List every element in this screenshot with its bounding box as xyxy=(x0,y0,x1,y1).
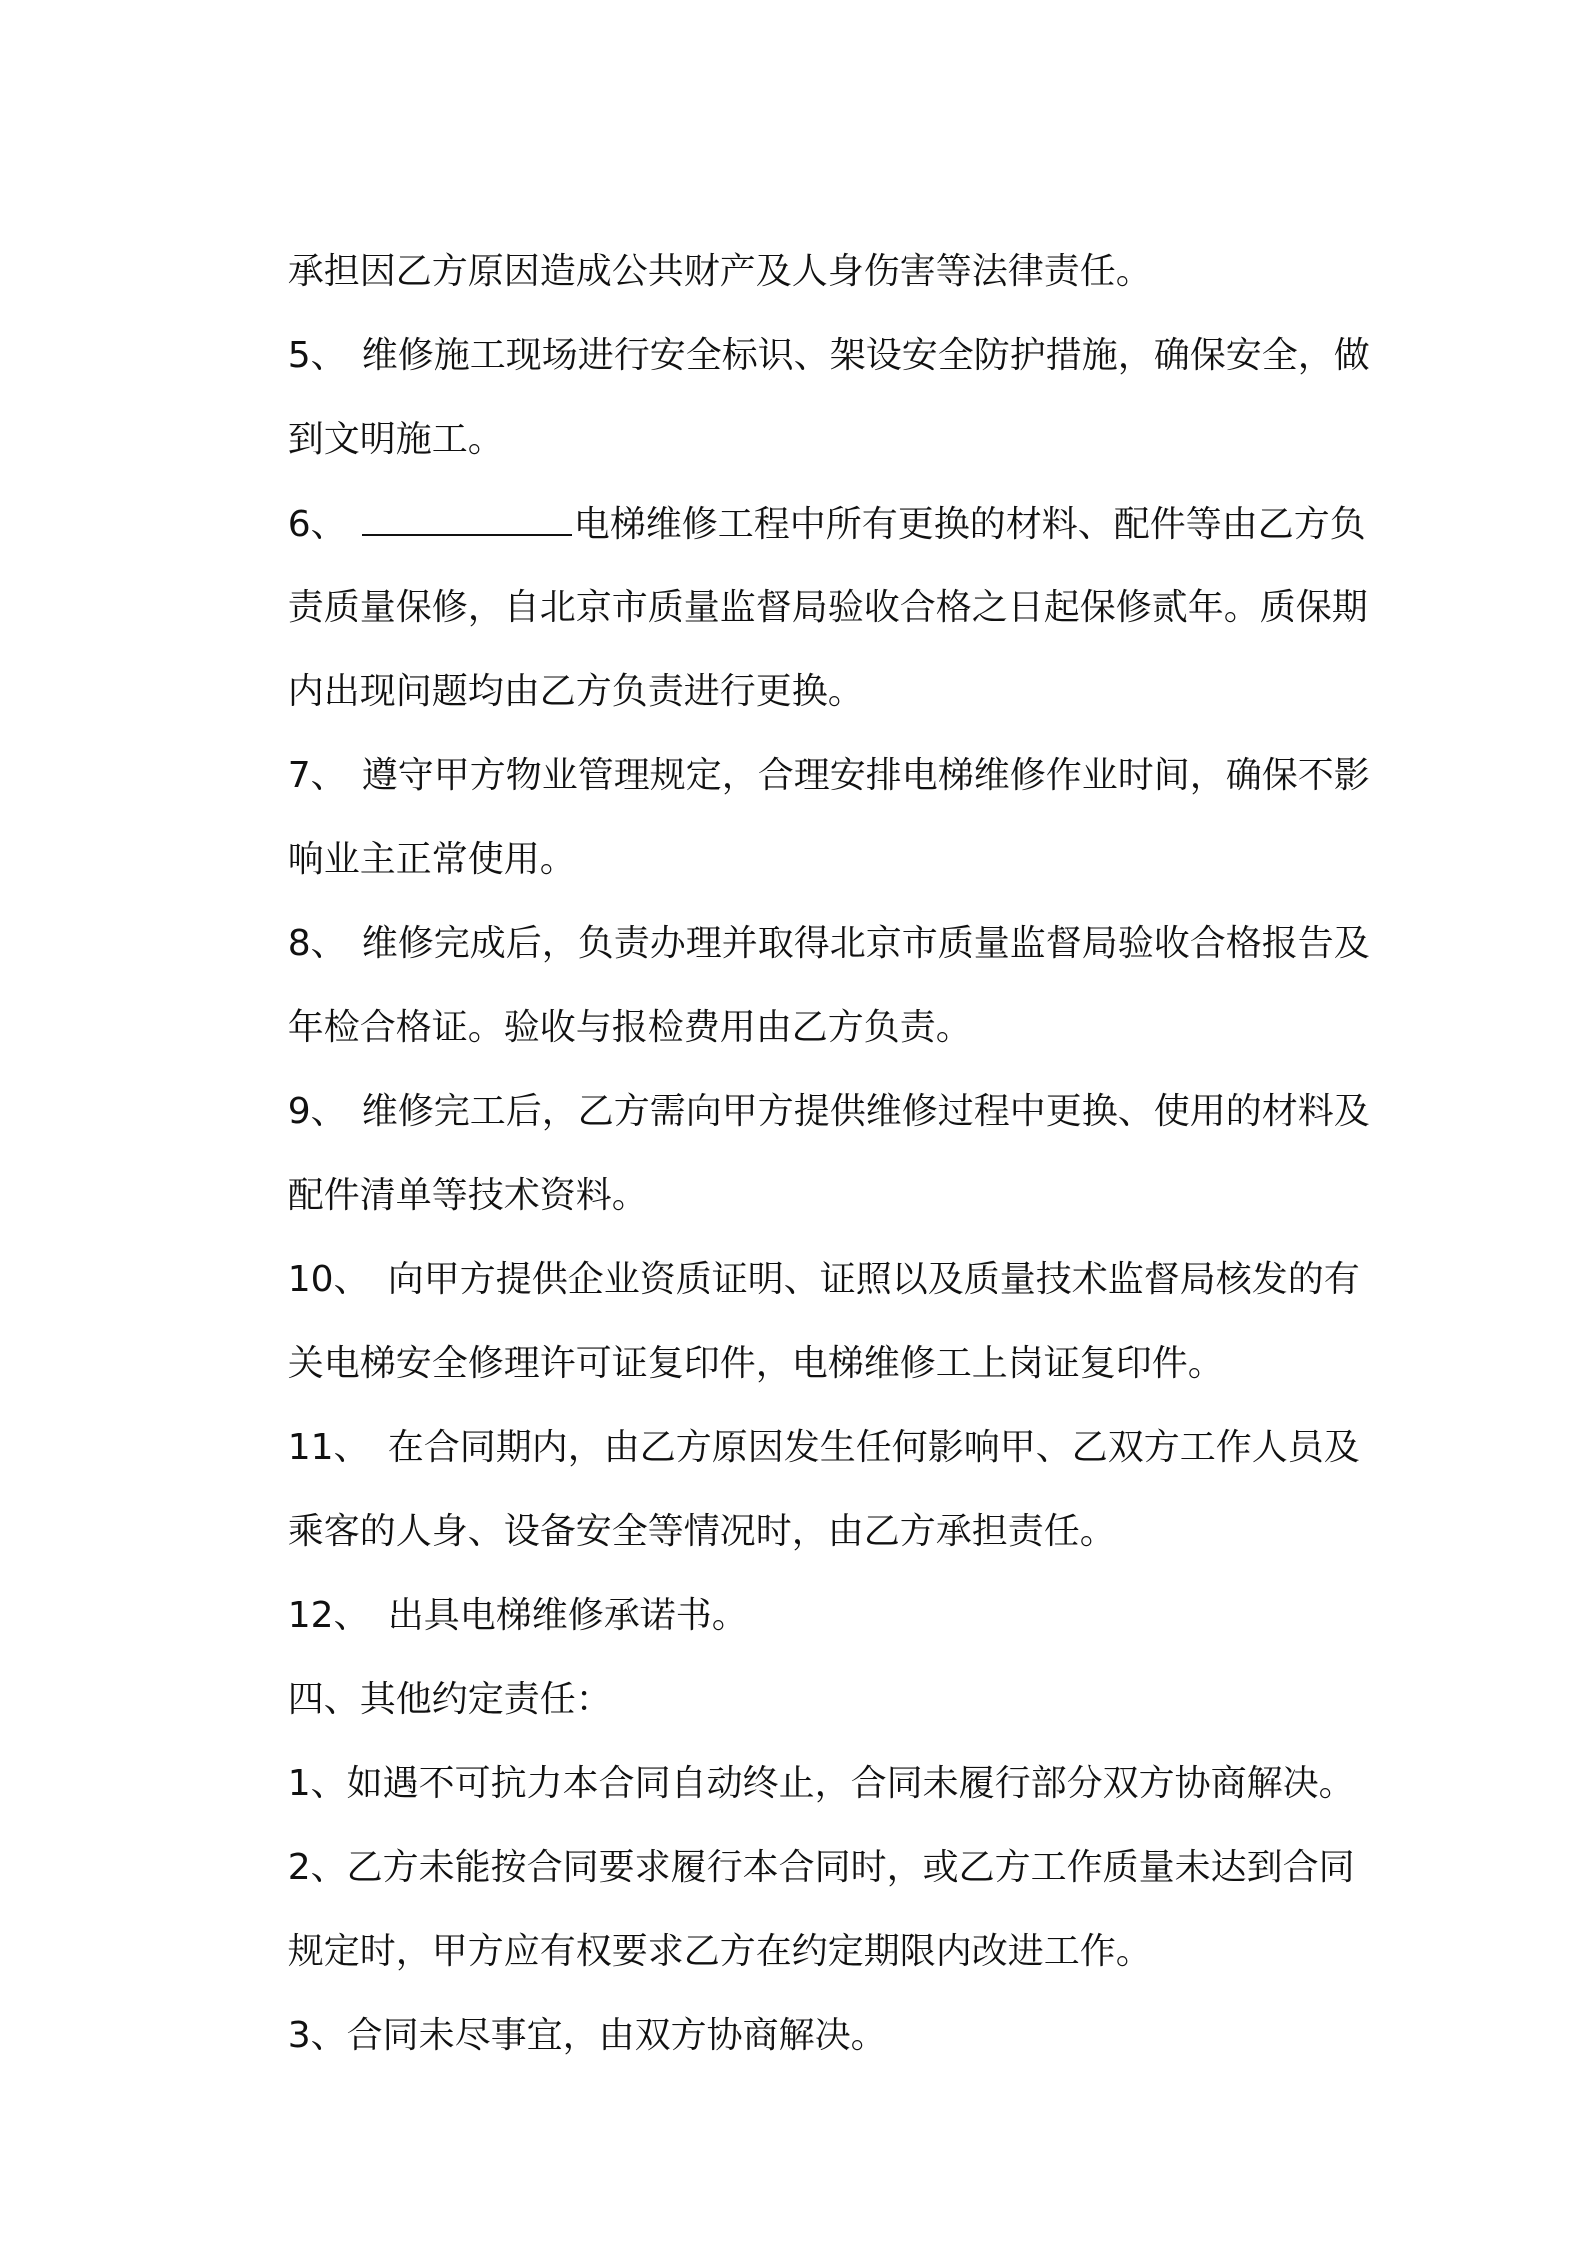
section-4-item-1-line-1 xyxy=(242,1718,1355,1804)
clause-6-line-2 xyxy=(242,542,1368,628)
section-4-item-3-text-1: 3、合同未尽事宜，由双方协商解决。 xyxy=(287,2015,887,2056)
section-4-item-2-text-2: 规定时，甲方应有权要求乙方在约定期限内改进工作。 xyxy=(287,1931,1152,1972)
clause-9-number: 9、 xyxy=(287,1091,347,1132)
clause-10-line-1 xyxy=(242,1214,1360,1300)
clause-11-number: 11、 xyxy=(287,1427,370,1468)
clause-11-line-2 xyxy=(242,1466,1116,1552)
clause-7-line-2 xyxy=(242,794,576,880)
clause-7-text-2: 响业主正常使用。 xyxy=(287,839,576,880)
clause-12-text-1: 出具电梯维修承诺书。 xyxy=(387,1595,748,1636)
section-4-item-2-line-2 xyxy=(242,1886,1152,1972)
clause-8-number: 8、 xyxy=(287,923,347,964)
clause-7-line-1 xyxy=(242,710,1370,796)
clause-6-number: 6、 xyxy=(287,504,347,545)
clause-5-text-1: 维修施工现场进行安全标识、架设安全防护措施，确保安全，做 xyxy=(361,335,1370,376)
clause-8-text-2: 年检合格证。验收与报检费用由乙方负责。 xyxy=(287,1007,972,1048)
clause-6-line-3 xyxy=(242,626,864,712)
section-4-heading xyxy=(242,1634,612,1720)
clause-10-number: 10、 xyxy=(287,1259,370,1300)
clause-4-tail-text: 承担因乙方原因造成公共财产及人身伤害等法律责任。 xyxy=(287,251,1152,292)
clause-7-number: 7、 xyxy=(287,755,347,796)
clause-6-text-2: 责质量保修，自北京市质量监督局验收合格之日起保修贰年。质保期 xyxy=(287,587,1368,628)
clause-10-text-2: 关电梯安全修理许可证复印件，电梯维修工上岗证复印件。 xyxy=(287,1343,1224,1384)
section-4-item-3-line-1 xyxy=(242,1970,887,2056)
section-4-item-2-line-1 xyxy=(242,1802,1355,1888)
clause-5-line-1 xyxy=(242,290,1370,376)
clause-6-text-1: 电梯维修工程中所有更换的材料、配件等由乙方负 xyxy=(573,504,1366,545)
clause-5-text-2: 到文明施工。 xyxy=(287,419,504,460)
clause-4-tail xyxy=(242,206,1152,292)
clause-5-line-2 xyxy=(242,374,504,460)
clause-6-text-3: 内出现问题均由乙方负责进行更换。 xyxy=(287,671,864,712)
clause-6-line-1 xyxy=(242,458,1366,545)
section-4-item-1-text-1: 1、如遇不可抗力本合同自动终止，合同未履行部分双方协商解决。 xyxy=(287,1763,1355,1804)
clause-8-line-2 xyxy=(242,962,972,1048)
clause-12-number: 12、 xyxy=(287,1595,370,1636)
clause-7-text-1: 遵守甲方物业管理规定，合理安排电梯维修作业时间，确保不影 xyxy=(361,755,1370,796)
clause-5-number: 5、 xyxy=(287,335,347,376)
clause-11-text-2: 乘客的人身、设备安全等情况时，由乙方承担责任。 xyxy=(287,1511,1116,1552)
clause-9-line-2 xyxy=(242,1130,648,1216)
section-4-heading-text: 四、其他约定责任： xyxy=(287,1679,612,1720)
clause-12-line-1 xyxy=(242,1550,748,1636)
clause-11-line-1 xyxy=(242,1382,1360,1468)
clause-11-text-1: 在合同期内，由乙方原因发生任何影响甲、乙双方工作人员及 xyxy=(387,1427,1360,1468)
clause-9-text-2: 配件清单等技术资料。 xyxy=(287,1175,648,1216)
clause-10-line-2 xyxy=(242,1298,1224,1384)
clause-9-text-1: 维修完工后，乙方需向甲方提供维修过程中更换、使用的材料及 xyxy=(361,1091,1370,1132)
section-4-item-2-text-1: 2、乙方未能按合同要求履行本合同时，或乙方工作质量未达到合同 xyxy=(287,1847,1355,1888)
clause-6-blank-underline xyxy=(362,502,572,536)
clause-10-text-1: 向甲方提供企业资质证明、证照以及质量技术监督局核发的有 xyxy=(387,1259,1360,1300)
clause-8-line-1 xyxy=(242,878,1370,964)
clause-8-text-1: 维修完成后，负责办理并取得北京市质量监督局验收合格报告及 xyxy=(361,923,1370,964)
clause-9-line-1 xyxy=(242,1046,1370,1132)
